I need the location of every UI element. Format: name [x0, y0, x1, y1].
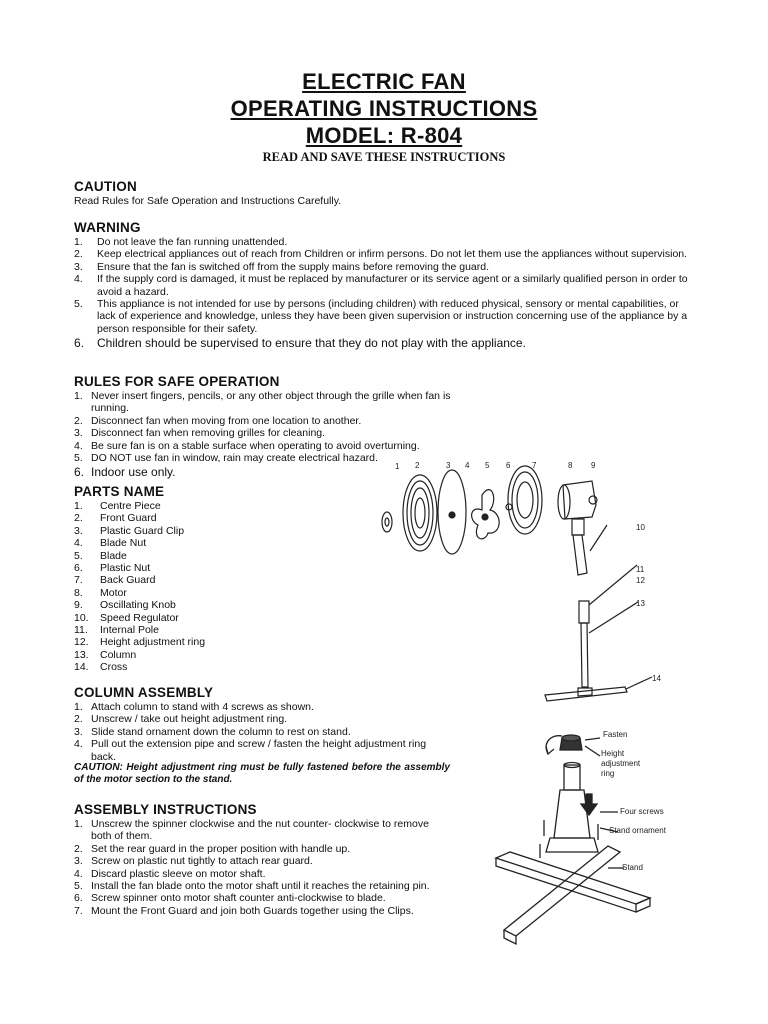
list-item-text: Set the rear guard in the proper position with handle up.: [91, 842, 351, 855]
list-item-number: 4.: [74, 867, 83, 880]
label-four-screws: Four screws: [620, 807, 664, 816]
label-fasten: Fasten: [603, 730, 628, 739]
list-item: [74, 512, 274, 524]
exploded-number: 1: [395, 462, 400, 471]
list-item-text: Slide stand ornament down the column to rest on stand.: [91, 725, 351, 738]
list-item: [74, 880, 450, 892]
list-item-number: 4.: [74, 273, 83, 286]
list-item-text: Front Guard: [100, 512, 157, 525]
list-item: [74, 550, 274, 562]
list-item-text: Install the fan blade onto the motor shaft until it reaches the retaining pin.: [91, 880, 430, 893]
list-item: [74, 562, 274, 574]
exploded-number: 14: [652, 674, 661, 683]
warning-heading: WARNING: [74, 220, 141, 235]
list-item-text: Indoor use only.: [91, 465, 176, 480]
exploded-number: 2: [415, 461, 420, 470]
list-item: [74, 624, 274, 636]
list-item-number: 10.: [74, 611, 89, 624]
list-item: [74, 599, 274, 611]
list-item-text: Height adjustment ring: [100, 636, 206, 649]
list-item-number: 3.: [74, 725, 83, 738]
list-item-text: Screw spinner onto motor shaft counter anti-clockwise to blade.: [91, 892, 386, 905]
list-item-number: 12.: [74, 636, 89, 649]
list-item-text: Plastic Nut: [100, 562, 151, 575]
exploded-number: 6: [506, 461, 511, 470]
assembly-heading: ASSEMBLY INSTRUCTIONS: [74, 802, 257, 817]
caution-text: Read Rules for Safe Operation and Instructions Carefully.: [74, 195, 342, 207]
list-item-text: Column: [100, 648, 137, 661]
list-item-text: Disconnect fan when moving from one location to another.: [91, 414, 362, 427]
list-item-number: 2.: [74, 842, 83, 855]
label-stand-ornament: Stand ornament: [609, 826, 666, 835]
list-item: [74, 726, 450, 738]
list-item: [74, 661, 274, 673]
list-item-number: 14.: [74, 661, 89, 674]
list-item-number: 3.: [74, 524, 83, 537]
subtitle: READ AND SAVE THESE INSTRUCTIONS: [262, 150, 506, 164]
list-item-number: 6.: [74, 336, 85, 351]
list-item-number: 6.: [74, 465, 85, 480]
list-item-number: 3.: [74, 855, 83, 868]
list-item-number: 1.: [74, 701, 83, 713]
list-item-text: Pull out the extension pipe and screw / fasten the height adjustment ring back.: [91, 738, 427, 763]
list-item: [74, 738, 450, 763]
list-item-number: 9.: [74, 599, 83, 612]
list-item: [74, 892, 450, 904]
list-item-text: Never insert fingers, pencils, or any other object through the grille when fan is running.: [91, 390, 451, 415]
list-item-number: 2.: [74, 248, 83, 261]
column-caution-note: CAUTION: Height adjustment ring must be fully fastened before the assembly of the motor section to the stand.: [74, 762, 450, 785]
list-item: [74, 905, 450, 917]
list-item-text: Children should be supervised to ensure that they do not play with the appliance.: [97, 336, 526, 351]
list-item-number: 4.: [74, 537, 83, 550]
list-item: [74, 273, 694, 298]
assembly-list: [74, 818, 450, 917]
label-stand: Stand: [622, 863, 643, 872]
list-item-number: 1.: [74, 818, 83, 830]
list-item-text: Be sure fan is on a stable surface when operating to avoid overturning.: [91, 439, 420, 452]
list-item-text: Cross: [100, 661, 128, 674]
list-item-number: 5.: [74, 880, 83, 893]
list-item-number: 8.: [74, 586, 83, 599]
list-item: [74, 415, 474, 427]
caution-heading: CAUTION: [74, 179, 137, 194]
column-heading: COLUMN ASSEMBLY: [74, 685, 214, 700]
rules-heading: RULES FOR SAFE OPERATION: [74, 374, 280, 389]
list-item-text: Disconnect fan when removing grilles for cleaning.: [91, 427, 326, 440]
list-item-number: 1.: [74, 500, 83, 512]
list-item-text: This appliance is not intended for use by persons (including children) with reduced physical, sensory or mental capabilities, or lack of experience and knowledge, unless they have been given supervision or instruction concerning use of the appliance by a person responsible for their safety.: [97, 298, 688, 335]
list-item-number: 1.: [74, 390, 83, 402]
exploded-number: 8: [568, 461, 573, 470]
list-item-number: 7.: [74, 574, 83, 587]
list-item-text: Plastic Guard Clip: [100, 524, 185, 537]
list-item-number: 7.: [74, 904, 83, 917]
list-item: [74, 843, 450, 855]
list-item: [74, 587, 274, 599]
list-item-text: Unscrew / take out height adjustment ring.: [91, 713, 288, 726]
list-item-text: Discard plastic sleeve on motor shaft.: [91, 867, 266, 880]
list-item-text: Internal Pole: [100, 624, 159, 637]
list-item-number: 4.: [74, 439, 83, 452]
list-item-number: 13.: [74, 648, 89, 661]
list-item-text: Mount the Front Guard and join both Guards together using the Clips.: [91, 904, 414, 917]
title-line-3: MODEL: R-804: [305, 123, 463, 148]
exploded-number: 13: [636, 599, 645, 608]
list-item-text: Unscrew the spinner clockwise and the nut counter- clockwise to remove both of them.: [91, 818, 429, 843]
list-item: [74, 298, 694, 335]
list-item-text: Back Guard: [100, 574, 156, 587]
list-item-number: 2.: [74, 713, 83, 726]
list-item-number: 2.: [74, 512, 83, 525]
exploded-number: 7: [532, 461, 537, 470]
list-item-number: 4.: [74, 738, 83, 751]
list-item: [74, 440, 474, 452]
list-item-text: Oscillating Knob: [100, 599, 176, 612]
parts-heading: PARTS NAME: [74, 484, 165, 499]
list-item: [74, 855, 450, 867]
list-item: [74, 500, 274, 512]
list-item-number: 5.: [74, 549, 83, 562]
list-item: [74, 525, 274, 537]
list-item-number: 11.: [74, 624, 88, 637]
list-item-text: Speed Regulator: [100, 611, 179, 624]
exploded-fan-diagram: [370, 455, 670, 715]
list-item-number: 3.: [74, 427, 83, 440]
exploded-number: 3: [446, 461, 451, 470]
list-item: [74, 537, 274, 549]
column-assembly-diagram: [490, 720, 700, 950]
list-item: [74, 818, 450, 843]
exploded-number: 9: [591, 461, 596, 470]
list-item: [74, 236, 694, 248]
list-item: [74, 261, 694, 273]
label-height-ring: Height adjustment ring: [601, 749, 641, 778]
list-item-text: Attach column to stand with 4 screws as shown.: [91, 701, 314, 713]
list-item: [74, 336, 694, 350]
list-item-text: Ensure that the fan is switched off from the supply mains before removing the guard.: [97, 260, 490, 273]
list-item: [74, 868, 450, 880]
list-item-text: DO NOT use fan in window, rain may create electrical hazard.: [91, 452, 378, 465]
exploded-number: 12: [636, 576, 645, 585]
list-item-text: Keep electrical appliances out of reach from Children or infirm persons. Do not let them use the appliances without supervision.: [97, 248, 688, 261]
list-item-number: 6.: [74, 562, 83, 575]
exploded-number: 10: [636, 523, 645, 532]
list-item: [74, 636, 274, 648]
list-item: [74, 427, 474, 439]
warning-list: [74, 236, 694, 350]
list-item: [74, 649, 274, 661]
list-item-number: 1.: [74, 236, 83, 248]
exploded-number: 5: [485, 461, 490, 470]
list-item-text: Motor: [100, 586, 127, 599]
list-item: [74, 574, 274, 586]
list-item: [74, 390, 474, 415]
list-item: [74, 612, 274, 624]
list-item-text: Do not leave the fan running unattended.: [97, 236, 288, 248]
list-item-text: If the supply cord is damaged, it must be replaced by manufacturer or its service agent or a similarly qualified person in order to avoid a hazard.: [97, 273, 688, 298]
list-item-number: 2.: [74, 414, 83, 427]
exploded-number: 11: [636, 565, 645, 574]
list-item-text: Centre Piece: [100, 500, 161, 512]
list-item: [74, 713, 450, 725]
list-item-number: 5.: [74, 452, 83, 465]
list-item-text: Blade Nut: [100, 537, 147, 550]
list-item-number: 5.: [74, 298, 83, 311]
list-item: [74, 248, 694, 260]
list-item-text: Blade: [100, 549, 127, 562]
title-line-2: OPERATING INSTRUCTIONS: [230, 96, 538, 121]
list-item-text: Screw on plastic nut tightly to attach rear guard.: [91, 855, 313, 868]
list-item-number: 3.: [74, 260, 83, 273]
parts-list: [74, 500, 274, 674]
exploded-number: 4: [465, 461, 470, 470]
title-line-1: ELECTRIC FAN: [302, 69, 466, 94]
list-item-number: 6.: [74, 892, 83, 905]
